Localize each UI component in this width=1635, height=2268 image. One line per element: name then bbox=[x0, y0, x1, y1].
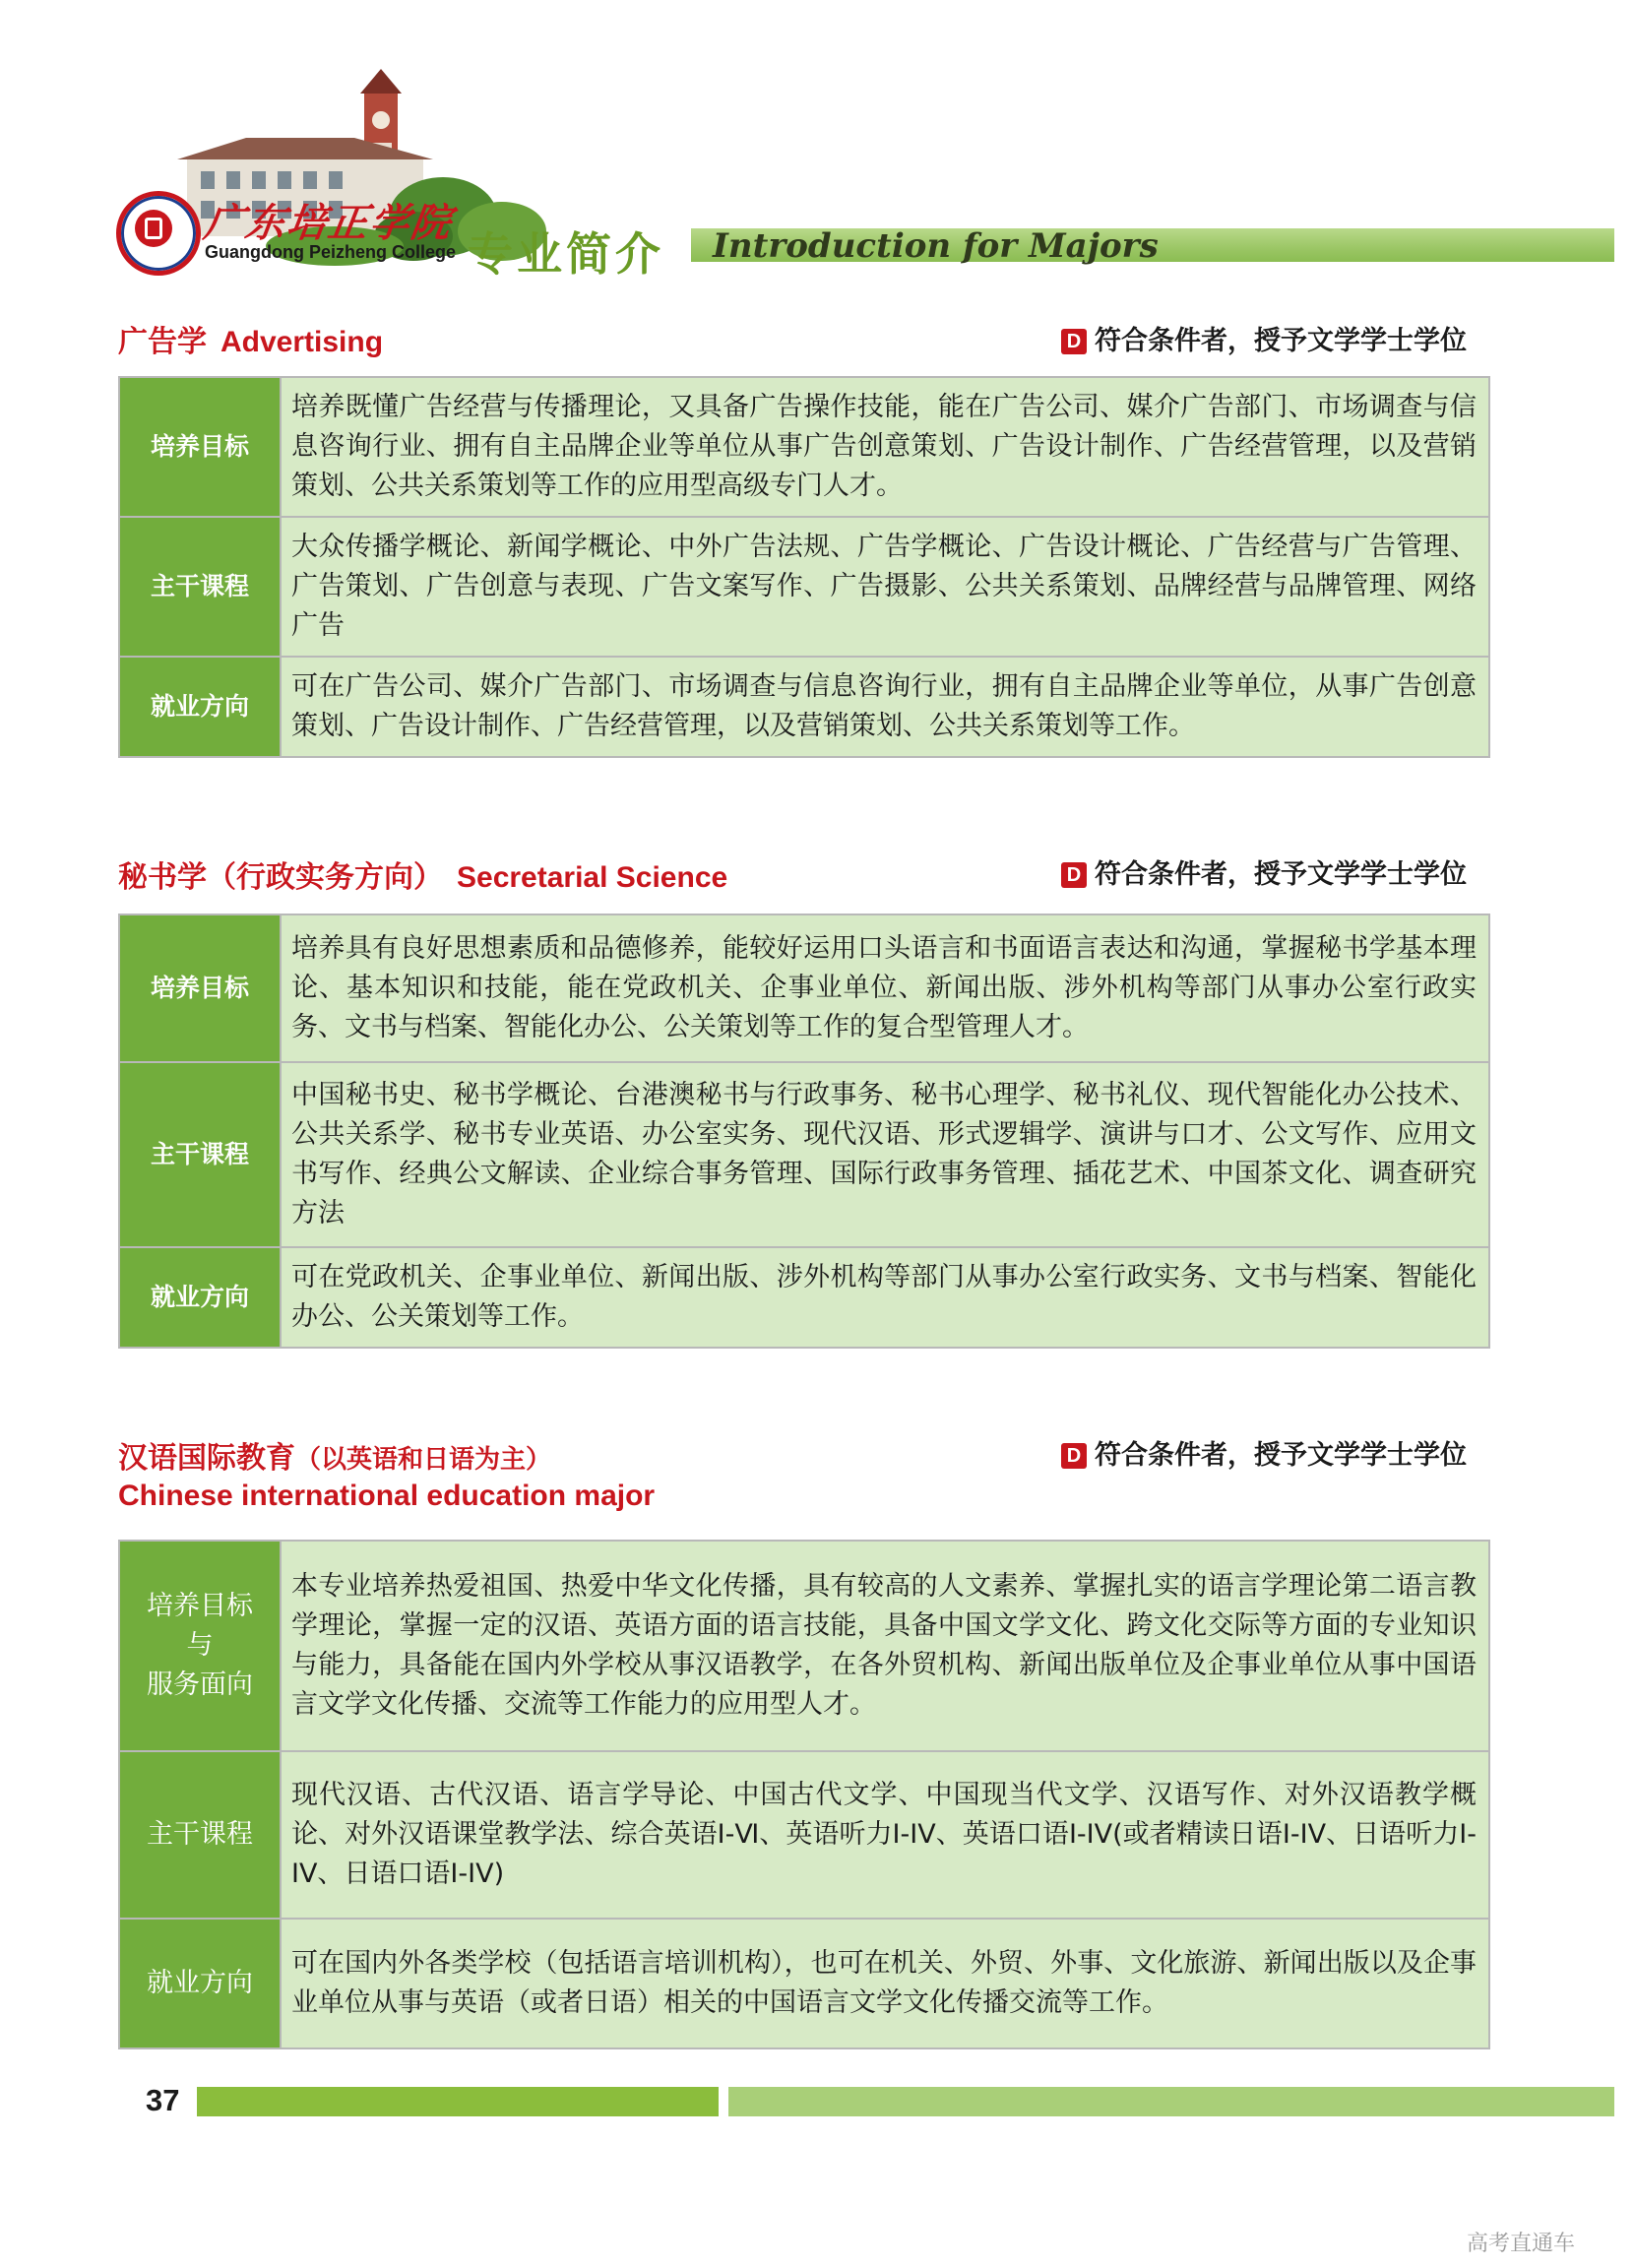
degree-note bbox=[1061, 1433, 1467, 1472]
college-name-cn: 广东培正学院 bbox=[201, 200, 456, 246]
degree-text: 符合条件者，授予文学学士学位 bbox=[1095, 859, 1467, 890]
table-row bbox=[119, 914, 1489, 1062]
row-label-line: 培养目标 bbox=[147, 1591, 253, 1621]
table-row bbox=[119, 377, 1489, 517]
row-label: 培养目标 bbox=[119, 377, 281, 517]
row-content: 可在国内外各类学校（包括语言培训机构），也可在机关、外贸、外事、文化旅游、新闻出版以及企事业单位从事与英语（或者日语）相关的中国语言文学文化传播交流等工作。 bbox=[281, 1919, 1489, 2048]
row-label: 培养目标 bbox=[119, 914, 281, 1062]
major-title-secretarial bbox=[118, 852, 727, 896]
footer-bar bbox=[197, 2087, 719, 2116]
degree-icon: D bbox=[1061, 862, 1087, 888]
college-name-en: Guangdong Peizheng College bbox=[205, 242, 457, 262]
row-content: 中国秘书史、秘书学概论、台港澳秘书与行政事务、秘书心理学、秘书礼仪、现代智能化办公技术、公共关系学、秘书专业英语、办公室实务、现代汉语、形式逻辑学、演讲与口才、公文写作、应用文书写作、经典公文解读、企业综合事务管理、国际行政事务管理、插花艺术、中国茶文化、调查研究方法 bbox=[281, 1062, 1489, 1247]
major-title-cn: 广告学 bbox=[118, 325, 207, 359]
major-info-table-advertising bbox=[118, 376, 1490, 758]
row-label: 就业方向 bbox=[119, 1247, 281, 1348]
watermark: 高考直通车 bbox=[1467, 2232, 1576, 2256]
footer-bar bbox=[728, 2087, 1614, 2116]
table-row bbox=[119, 517, 1489, 657]
degree-text: 符合条件者，授予文学学士学位 bbox=[1095, 1440, 1467, 1471]
table-row bbox=[119, 1919, 1489, 2048]
row-content: 现代汉语、古代汉语、语言学导论、中国古代文学、中国现当代文学、汉语写作、对外汉语教学概论、对外汉语课堂教学法、综合英语I-Ⅵ、英语听力I-IV、英语口语I-IV(或者精读日语I-IV、日语听力I-IV、日语口语I-IV) bbox=[281, 1751, 1489, 1919]
table-row bbox=[119, 1541, 1489, 1751]
row-label: 主干课程 bbox=[119, 517, 281, 657]
table-row bbox=[119, 1751, 1489, 1919]
row-label-line: 服务面向 bbox=[147, 1670, 253, 1700]
college-emblem-icon bbox=[116, 191, 201, 276]
row-content: 可在党政机关、企事业单位、新闻出版、涉外机构等部门从事办公室行政实务、文书与档案、智能化办公、公关策划等工作。 bbox=[281, 1247, 1489, 1348]
major-title-chinese-education bbox=[118, 1433, 551, 1477]
degree-note bbox=[1061, 319, 1467, 357]
row-label-multiline bbox=[119, 1541, 281, 1751]
major-title-en-line bbox=[118, 1479, 655, 1513]
major-info-table-chinese-education bbox=[118, 1540, 1490, 2049]
section-title-en: Introduction for Majors bbox=[713, 226, 1159, 266]
major-title-advertising bbox=[118, 317, 383, 360]
major-info-table-secretarial bbox=[118, 914, 1490, 1349]
row-content: 本专业培养热爱祖国、热爱中华文化传播，具有较高的人文素养、掌握扎实的语言学理论第二语言教学理论，掌握一定的汉语、英语方面的语言技能，具备中国文学文化、跨文化交际等方面的专业知识与能力，具备能在国内外学校从事汉语教学，在各外贸机构、新闻出版单位及企事业单位从事中国语言文学文化传播、交流等工作能力的应用型人才。 bbox=[281, 1541, 1489, 1751]
row-label-line: 与 bbox=[186, 1630, 214, 1661]
major-title-cn: 汉语国际教育 bbox=[118, 1441, 295, 1476]
row-content: 培养具有良好思想素质和品德修养，能较好运用口头语言和书面语言表达和沟通，掌握秘书学基本理论、基本知识和技能，能在党政机关、企事业单位、新闻出版、涉外机构等部门从事办公室行政实务、文书与档案、智能化办公、公关策划等工作的复合型管理人才。 bbox=[281, 914, 1489, 1062]
degree-icon: D bbox=[1061, 1443, 1087, 1469]
row-label: 就业方向 bbox=[119, 657, 281, 757]
degree-icon: D bbox=[1061, 329, 1087, 354]
major-title-en: Chinese international education major bbox=[118, 1480, 656, 1512]
degree-text: 符合条件者，授予文学学士学位 bbox=[1095, 326, 1467, 356]
major-title-en: Secretarial Science bbox=[457, 861, 728, 894]
table-row bbox=[119, 657, 1489, 757]
major-title-cn: 秘书学（行政实务方向） bbox=[118, 860, 443, 895]
degree-note bbox=[1061, 852, 1467, 891]
table-row bbox=[119, 1062, 1489, 1247]
section-title: 专业简介 bbox=[468, 227, 664, 281]
major-title-sub: （以英语和日语为主） bbox=[295, 1445, 552, 1475]
row-content: 可在广告公司、媒介广告部门、市场调查与信息咨询行业，拥有自主品牌企业等单位，从事广告创意策划、广告设计制作、广告经营管理，以及营销策划、公共关系策划等工作。 bbox=[281, 657, 1489, 757]
major-title-en: Advertising bbox=[220, 326, 384, 358]
row-label: 主干课程 bbox=[119, 1751, 281, 1919]
page-number: 37 bbox=[146, 2083, 180, 2117]
page-header bbox=[0, 0, 1635, 281]
row-content: 培养既懂广告经营与传播理论，又具备广告操作技能，能在广告公司、媒介广告部门、市场调查与信息咨询行业、拥有自主品牌企业等单位从事广告创意策划、广告设计制作、广告经营管理，以及营销策划、公共关系策划等工作的应用型高级专门人才。 bbox=[281, 377, 1489, 517]
row-content: 大众传播学概论、新闻学概论、中外广告法规、广告学概论、广告设计概论、广告经营与广告管理、广告策划、广告创意与表现、广告文案写作、广告摄影、公共关系策划、品牌经营与品牌管理、网络广告 bbox=[281, 517, 1489, 657]
row-label: 就业方向 bbox=[119, 1919, 281, 2048]
table-row bbox=[119, 1247, 1489, 1348]
row-label: 主干课程 bbox=[119, 1062, 281, 1247]
section-title-bar bbox=[691, 226, 1614, 266]
